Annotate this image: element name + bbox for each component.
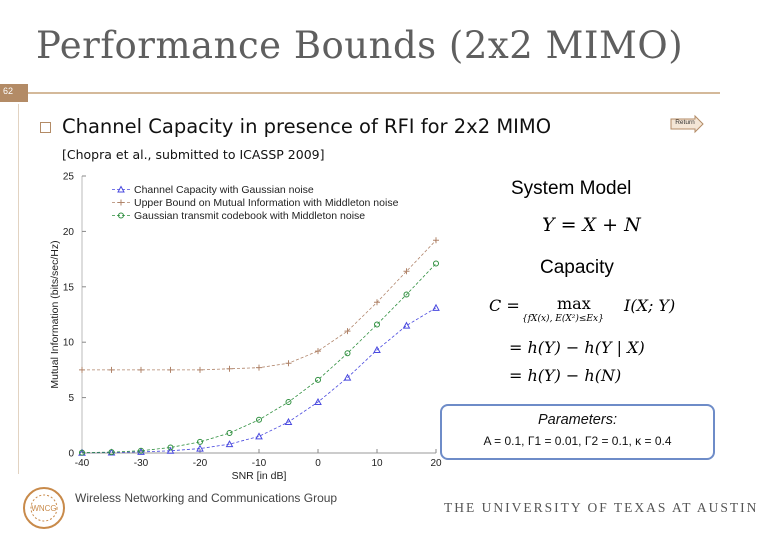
slide-heading: Channel Capacity in presence of RFI for 2x2 MIMO xyxy=(62,115,552,138)
legend-label-2: Upper Bound on Mutual Information with Middleton noise xyxy=(134,197,399,209)
title-divider xyxy=(28,92,720,94)
system-model-equation: Y = X + N xyxy=(542,214,641,236)
y-tick-label: 0 xyxy=(68,448,74,460)
mutual-information-chart xyxy=(48,168,448,482)
parameters-title: Parameters: xyxy=(538,412,617,428)
logo-text: WNCG xyxy=(31,504,57,513)
y-tick-label: 25 xyxy=(62,171,74,183)
x-tick-label: 20 xyxy=(430,458,442,469)
bullet-square-icon xyxy=(40,122,51,133)
university-name: THE UNIVERSITY OF TEXAS AT AUSTIN xyxy=(444,500,758,515)
return-button[interactable] xyxy=(670,116,704,132)
legend-label-1: Channel Capacity with Gaussian noise xyxy=(134,184,314,196)
side-divider xyxy=(18,104,19,474)
capacity-title: Capacity xyxy=(540,257,614,278)
y-tick-label: 15 xyxy=(62,282,74,294)
system-model-title: System Model xyxy=(511,178,632,199)
x-tick-label: -30 xyxy=(133,458,149,469)
y-tick-label: 5 xyxy=(68,393,74,405)
capacity-eq-constraint: {fX(x), E(X²)≤Ex} xyxy=(522,314,604,324)
x-tick-label: -40 xyxy=(74,458,90,469)
capacity-eq-line3: = h(Y) − h(N) xyxy=(509,366,622,385)
x-tick-label: -10 xyxy=(251,458,267,469)
wncg-logo xyxy=(22,486,66,530)
capacity-eq-max: max xyxy=(557,294,591,313)
x-tick-label: 0 xyxy=(315,458,321,469)
slide-number: 62 xyxy=(3,86,14,96)
y-tick-label: 20 xyxy=(62,226,74,238)
capacity-eq-line2: = h(Y) − h(Y | X) xyxy=(509,338,645,357)
y-axis-label: Mutual Information (bits/sec/Hz) xyxy=(49,240,61,389)
citation: [Chopra et al., submitted to ICASSP 2009] xyxy=(62,147,325,162)
x-tick-label: 10 xyxy=(371,458,383,469)
capacity-eq-rhs: I(X; Y) xyxy=(624,296,676,315)
capacity-eq-lhs: C = xyxy=(489,296,520,315)
parameters-values: A = 0.1, Γ1 = 0.01, Γ2 = 0.1, κ = 0.4 xyxy=(483,434,672,448)
legend-label-3: Gaussian transmit codebook with Middleton noise xyxy=(134,210,366,222)
parameters-box xyxy=(440,404,715,460)
x-tick-label: -20 xyxy=(192,458,208,469)
x-axis-label: SNR [in dB] xyxy=(231,470,287,482)
group-name: Wireless Networking and Communications Group xyxy=(75,491,338,505)
slide-title: Performance Bounds (2x2 MIMO) xyxy=(36,24,684,67)
return-label: Return xyxy=(675,119,695,126)
y-tick-label: 10 xyxy=(62,337,74,349)
